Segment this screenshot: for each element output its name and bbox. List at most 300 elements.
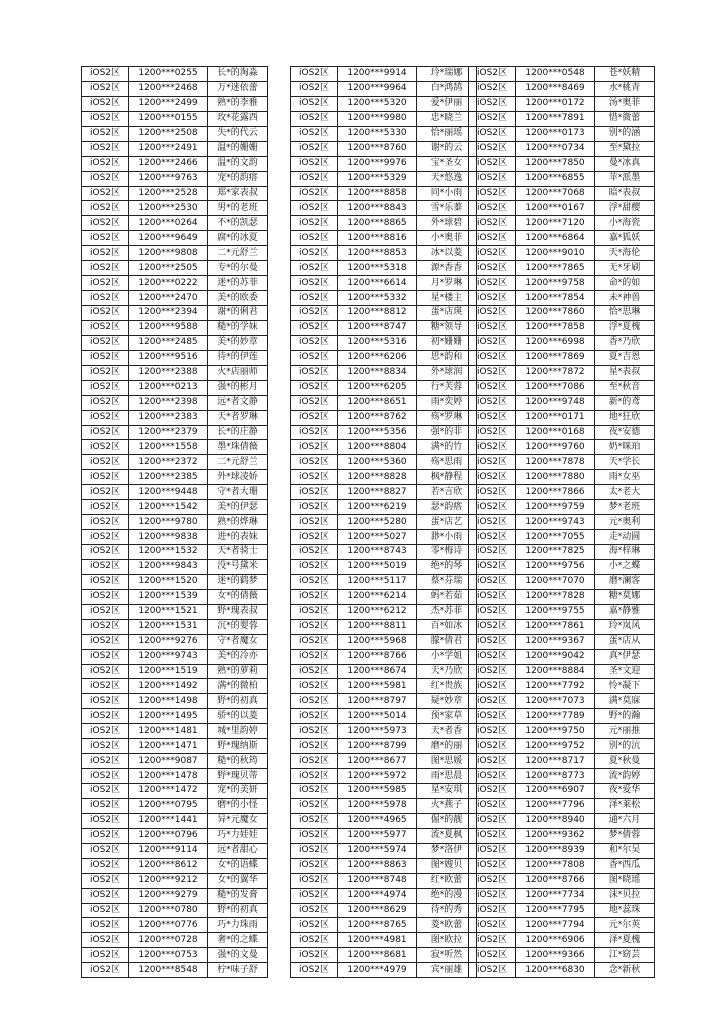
account-id-cell: 1200***7794 <box>516 918 595 933</box>
account-id-cell: 1200***9750 <box>516 724 595 739</box>
account-id-cell: 1200***1471 <box>129 739 208 754</box>
account-id-cell: 1200***1481 <box>129 724 208 739</box>
nickname-cell: 糙*的秋筠 <box>208 754 268 769</box>
nickname-cell: 谢*的俐君 <box>208 306 268 321</box>
server-cell: iOS2区 <box>469 724 516 739</box>
nickname-cell: 巧*力娃娃 <box>208 828 268 843</box>
nickname-cell: 嘉*静雅 <box>595 604 655 619</box>
table-row <box>469 709 655 724</box>
server-cell: iOS2区 <box>82 126 129 141</box>
server-cell: iOS2区 <box>82 276 129 291</box>
account-id-cell: 1200***4974 <box>338 888 417 903</box>
nickname-cell: 太*老大 <box>595 485 655 500</box>
nickname-cell: 野*瑰表叔 <box>208 604 268 619</box>
account-id-cell: 1200***5356 <box>338 425 417 440</box>
table-row <box>291 918 477 933</box>
nickname-cell: 和*尔吴 <box>595 843 655 858</box>
nickname-cell: 瑟*韵瘩 <box>417 500 477 515</box>
table-row <box>469 515 655 530</box>
nickname-cell: 奢*的之蝶 <box>208 933 268 948</box>
table-row <box>291 156 477 171</box>
server-cell: iOS2区 <box>291 350 338 365</box>
nickname-cell: 汤*奥菲 <box>595 96 655 111</box>
server-cell: iOS2区 <box>82 798 129 813</box>
account-id-cell: 1200***9743 <box>516 515 595 530</box>
nickname-cell: 图*欧拉 <box>417 933 477 948</box>
nickname-cell: 糙*的发膏 <box>208 888 268 903</box>
table-row <box>469 918 655 933</box>
table-row <box>82 828 268 843</box>
account-id-cell: 1200***5973 <box>338 724 417 739</box>
account-id-cell: 1200***1521 <box>129 604 208 619</box>
account-id-cell: 1200***8834 <box>338 365 417 380</box>
table-row <box>82 291 268 306</box>
account-id-cell: 1200***9362 <box>516 828 595 843</box>
nickname-cell: 寂*听然 <box>417 948 477 963</box>
table-row <box>469 754 655 769</box>
table-row <box>82 380 268 395</box>
table-row <box>82 679 268 694</box>
account-id-cell: 1200***1478 <box>129 769 208 784</box>
table-row <box>82 201 268 216</box>
account-id-cell: 1200***2508 <box>129 126 208 141</box>
server-cell: iOS2区 <box>291 380 338 395</box>
table-row <box>291 216 477 231</box>
nickname-cell: 美*的伊瑟 <box>208 500 268 515</box>
server-cell: iOS2区 <box>469 380 516 395</box>
account-id-cell: 1200***8858 <box>338 186 417 201</box>
account-id-cell: 1200***0155 <box>129 111 208 126</box>
nickname-cell: 野*的初真 <box>208 694 268 709</box>
table-row <box>291 186 477 201</box>
table-row <box>469 141 655 156</box>
table-row <box>82 709 268 724</box>
server-cell: iOS2区 <box>291 440 338 455</box>
server-cell: iOS2区 <box>82 619 129 634</box>
table-row <box>469 903 655 918</box>
table-row <box>469 231 655 246</box>
nickname-cell: 图*嫂贝 <box>417 858 477 873</box>
table-row <box>469 246 655 261</box>
table-row <box>82 888 268 903</box>
account-id-cell: 1200***9010 <box>516 246 595 261</box>
nickname-cell: 图*思媛 <box>417 754 477 769</box>
server-cell: iOS2区 <box>82 754 129 769</box>
server-cell: iOS2区 <box>291 96 338 111</box>
server-cell: iOS2区 <box>291 126 338 141</box>
server-cell: iOS2区 <box>469 888 516 903</box>
account-id-cell: 1200***5977 <box>338 828 417 843</box>
server-cell: iOS2区 <box>469 574 516 589</box>
account-id-cell: 1200***6214 <box>338 589 417 604</box>
account-id-cell: 1200***5027 <box>338 530 417 545</box>
server-cell: iOS2区 <box>82 903 129 918</box>
nickname-cell: 强*的文曼 <box>208 948 268 963</box>
server-cell: iOS2区 <box>291 291 338 306</box>
table-row <box>82 604 268 619</box>
account-id-cell: 1200***9760 <box>516 440 595 455</box>
server-cell: iOS2区 <box>82 963 129 978</box>
table-row <box>82 425 268 440</box>
nickname-cell: 迷*的鹤梦 <box>208 574 268 589</box>
server-cell: iOS2区 <box>291 888 338 903</box>
server-cell: iOS2区 <box>82 320 129 335</box>
table-row <box>469 306 655 321</box>
server-cell: iOS2区 <box>291 231 338 246</box>
account-id-cell: 1200***8469 <box>516 81 595 96</box>
account-id-cell: 1200***9838 <box>129 530 208 545</box>
table-row <box>291 963 477 978</box>
table-row <box>291 171 477 186</box>
nickname-cell: 远*者文静 <box>208 395 268 410</box>
table-row <box>291 769 477 784</box>
server-cell: iOS2区 <box>82 470 129 485</box>
server-cell: iOS2区 <box>82 67 129 82</box>
table-row <box>82 171 268 186</box>
account-id-cell: 1200***7073 <box>516 694 595 709</box>
account-id-cell: 1200***8811 <box>338 619 417 634</box>
account-id-cell: 1200***7872 <box>516 365 595 380</box>
account-id-cell: 1200***4979 <box>338 963 417 978</box>
table-row <box>291 96 477 111</box>
server-cell: iOS2区 <box>291 246 338 261</box>
nickname-cell: 异*元魔女 <box>208 813 268 828</box>
table-row <box>82 933 268 948</box>
server-cell: iOS2区 <box>82 709 129 724</box>
account-id-cell: 1200***5974 <box>338 843 417 858</box>
table-row <box>469 261 655 276</box>
nickname-cell: 火*燕子 <box>417 798 477 813</box>
roster-table-3 <box>468 66 655 978</box>
nickname-cell: 待*的秀 <box>417 903 477 918</box>
account-id-cell: 1200***8939 <box>516 843 595 858</box>
server-cell: iOS2区 <box>82 828 129 843</box>
table-row <box>291 649 477 664</box>
nickname-cell: 雨*女巫 <box>595 470 655 485</box>
table-row <box>82 470 268 485</box>
table-row <box>82 754 268 769</box>
server-cell: iOS2区 <box>82 186 129 201</box>
server-cell: iOS2区 <box>469 948 516 963</box>
server-cell: iOS2区 <box>469 589 516 604</box>
nickname-cell: 外*球凌娇 <box>208 470 268 485</box>
table-row <box>291 559 477 574</box>
server-cell: iOS2区 <box>291 201 338 216</box>
server-cell: iOS2区 <box>82 559 129 574</box>
table-row <box>291 739 477 754</box>
nickname-cell: 地*狂欣 <box>595 410 655 425</box>
account-id-cell: 1200***2383 <box>129 410 208 425</box>
table-row <box>82 619 268 634</box>
nickname-cell: 走*动圆 <box>595 530 655 545</box>
nickname-cell: 夏*吉恩 <box>595 350 655 365</box>
account-id-cell: 1200***8681 <box>338 948 417 963</box>
server-cell: iOS2区 <box>82 485 129 500</box>
account-id-cell: 1200***7796 <box>516 798 595 813</box>
server-cell: iOS2区 <box>291 963 338 978</box>
table-row <box>291 664 477 679</box>
nickname-cell: 温*的文韵 <box>208 156 268 171</box>
nickname-cell: 冰*以菱 <box>417 246 477 261</box>
account-id-cell: 1200***2379 <box>129 425 208 440</box>
server-cell: iOS2区 <box>82 500 129 515</box>
table-row <box>82 395 268 410</box>
server-cell: iOS2区 <box>291 679 338 694</box>
table-row <box>291 261 477 276</box>
nickname-cell: 强*的非 <box>417 425 477 440</box>
account-id-cell: 1200***8827 <box>338 485 417 500</box>
server-cell: iOS2区 <box>469 649 516 664</box>
server-cell: iOS2区 <box>469 246 516 261</box>
account-id-cell: 1200***7850 <box>516 156 595 171</box>
table-row <box>469 634 655 649</box>
server-cell: iOS2区 <box>82 739 129 754</box>
account-id-cell: 1200***0780 <box>129 903 208 918</box>
table-row <box>469 873 655 888</box>
account-id-cell: 1200***5968 <box>338 634 417 649</box>
server-cell: iOS2区 <box>82 933 129 948</box>
server-cell: iOS2区 <box>291 186 338 201</box>
server-cell: iOS2区 <box>291 873 338 888</box>
nickname-cell: 元*奥利 <box>595 515 655 530</box>
table-row <box>469 545 655 560</box>
account-id-cell: 1200***0728 <box>129 933 208 948</box>
nickname-cell: 恰*丽瑶 <box>417 126 477 141</box>
account-id-cell: 1200***9212 <box>129 873 208 888</box>
nickname-cell: 爱*伊丽 <box>417 96 477 111</box>
server-cell: iOS2区 <box>469 843 516 858</box>
account-id-cell: 1200***2385 <box>129 470 208 485</box>
table-row <box>291 425 477 440</box>
account-id-cell: 1200***2470 <box>129 291 208 306</box>
account-id-cell: 1200***7858 <box>516 320 595 335</box>
table-row <box>469 500 655 515</box>
server-cell: iOS2区 <box>82 365 129 380</box>
account-id-cell: 1200***8804 <box>338 440 417 455</box>
account-id-cell: 1200***9649 <box>129 231 208 246</box>
table-row <box>82 798 268 813</box>
table-row <box>82 141 268 156</box>
nickname-cell: 男*的老班 <box>208 201 268 216</box>
account-id-cell: 1200***9516 <box>129 350 208 365</box>
server-cell: iOS2区 <box>469 365 516 380</box>
table-row <box>291 380 477 395</box>
nickname-cell: 玫*花露西 <box>208 111 268 126</box>
server-cell: iOS2区 <box>291 769 338 784</box>
account-id-cell: 1200***5019 <box>338 559 417 574</box>
table-row <box>469 126 655 141</box>
table-row <box>82 276 268 291</box>
table-row <box>291 888 477 903</box>
table-row <box>469 291 655 306</box>
account-id-cell: 1200***8865 <box>338 216 417 231</box>
server-cell: iOS2区 <box>82 545 129 560</box>
nickname-cell: 女*的语蝶 <box>208 858 268 873</box>
nickname-cell: 惜*微蕾 <box>595 111 655 126</box>
nickname-cell: 通*六月 <box>595 813 655 828</box>
nickname-cell: 泽*夏槐 <box>595 933 655 948</box>
server-cell: iOS2区 <box>291 261 338 276</box>
account-id-cell: 1200***9755 <box>516 604 595 619</box>
nickname-cell: 长*的庄静 <box>208 425 268 440</box>
account-id-cell: 1200***8940 <box>516 813 595 828</box>
table-row <box>469 216 655 231</box>
account-id-cell: 1200***6906 <box>516 933 595 948</box>
table-row <box>291 798 477 813</box>
account-id-cell: 1200***6864 <box>516 231 595 246</box>
server-cell: iOS2区 <box>291 141 338 156</box>
nickname-cell: 同*小雨 <box>417 186 477 201</box>
table-row <box>291 724 477 739</box>
table-row <box>291 395 477 410</box>
account-id-cell: 1200***1498 <box>129 694 208 709</box>
account-id-cell: 1200***0776 <box>129 918 208 933</box>
account-id-cell: 1200***7086 <box>516 380 595 395</box>
table-row <box>291 231 477 246</box>
table-row <box>291 903 477 918</box>
account-id-cell: 1200***9808 <box>129 246 208 261</box>
server-cell: iOS2区 <box>291 574 338 589</box>
server-cell: iOS2区 <box>469 963 516 978</box>
server-cell: iOS2区 <box>469 440 516 455</box>
table-row <box>82 365 268 380</box>
nickname-cell: 巧*力珠雨 <box>208 918 268 933</box>
nickname-cell: 女*的翼华 <box>208 873 268 888</box>
nickname-cell: 绝*的琴 <box>417 559 477 574</box>
server-cell: iOS2区 <box>82 141 129 156</box>
account-id-cell: 1200***5360 <box>338 455 417 470</box>
server-cell: iOS2区 <box>469 784 516 799</box>
nickname-cell: 无*牙刷 <box>595 261 655 276</box>
table-row <box>469 96 655 111</box>
account-id-cell: 1200***5332 <box>338 291 417 306</box>
nickname-cell: 宠*的韵瘩 <box>208 171 268 186</box>
server-cell: iOS2区 <box>82 440 129 455</box>
nickname-cell: 玲*岚风 <box>595 619 655 634</box>
account-id-cell: 1200***8884 <box>516 664 595 679</box>
account-id-cell: 1200***5329 <box>338 171 417 186</box>
server-cell: iOS2区 <box>82 455 129 470</box>
server-cell: iOS2区 <box>469 410 516 425</box>
account-id-cell: 1200***1492 <box>129 679 208 694</box>
server-cell: iOS2区 <box>469 813 516 828</box>
server-cell: iOS2区 <box>82 515 129 530</box>
nickname-cell: 红*欧蕾 <box>417 873 477 888</box>
nickname-cell: 熟*的李雅 <box>208 96 268 111</box>
server-cell: iOS2区 <box>469 96 516 111</box>
account-id-cell: 1200***7120 <box>516 216 595 231</box>
server-cell: iOS2区 <box>469 873 516 888</box>
server-cell: iOS2区 <box>469 918 516 933</box>
server-cell: iOS2区 <box>291 948 338 963</box>
table-row <box>291 619 477 634</box>
server-cell: iOS2区 <box>469 619 516 634</box>
server-cell: iOS2区 <box>291 918 338 933</box>
server-cell: iOS2区 <box>469 261 516 276</box>
server-cell: iOS2区 <box>291 784 338 799</box>
nickname-cell: 野*瑰贝蒂 <box>208 769 268 784</box>
table-row <box>469 485 655 500</box>
account-id-cell: 1200***7070 <box>516 574 595 589</box>
server-cell: iOS2区 <box>82 171 129 186</box>
nickname-cell: 流*夏枫 <box>417 828 477 843</box>
account-id-cell: 1200***8766 <box>338 649 417 664</box>
server-cell: iOS2区 <box>82 530 129 545</box>
table-row <box>291 410 477 425</box>
account-id-cell: 1200***2372 <box>129 455 208 470</box>
table-row <box>82 589 268 604</box>
table-row <box>291 754 477 769</box>
account-id-cell: 1200***7891 <box>516 111 595 126</box>
account-id-cell: 1200***6212 <box>338 604 417 619</box>
server-cell: iOS2区 <box>82 111 129 126</box>
server-cell: iOS2区 <box>469 769 516 784</box>
server-cell: iOS2区 <box>291 664 338 679</box>
account-id-cell: 1200***5320 <box>338 96 417 111</box>
table-row <box>82 126 268 141</box>
server-cell: iOS2区 <box>291 216 338 231</box>
table-row <box>469 380 655 395</box>
table-row <box>469 664 655 679</box>
account-id-cell: 1200***6830 <box>516 963 595 978</box>
table-row <box>291 679 477 694</box>
account-id-cell: 1200***9588 <box>129 320 208 335</box>
table-row <box>469 201 655 216</box>
table-row <box>82 664 268 679</box>
nickname-cell: 别*的涵 <box>595 126 655 141</box>
account-id-cell: 1200***4981 <box>338 933 417 948</box>
nickname-cell: 梦*老班 <box>595 500 655 515</box>
nickname-cell: 至*秋音 <box>595 380 655 395</box>
server-cell: iOS2区 <box>469 858 516 873</box>
nickname-cell: 暗*表叔 <box>595 186 655 201</box>
nickname-cell: 外*球碧 <box>417 216 477 231</box>
account-id-cell: 1200***5316 <box>338 335 417 350</box>
nickname-cell: 浮*夏槐 <box>595 320 655 335</box>
account-id-cell: 1200***6998 <box>516 335 595 350</box>
account-id-cell: 1200***9758 <box>516 276 595 291</box>
table-row <box>82 769 268 784</box>
server-cell: iOS2区 <box>291 276 338 291</box>
table-row <box>469 813 655 828</box>
nickname-cell: 怜*凝下 <box>595 679 655 694</box>
account-id-cell: 1200***6206 <box>338 350 417 365</box>
table-row <box>469 395 655 410</box>
nickname-cell: 守*者魔女 <box>208 634 268 649</box>
server-cell: iOS2区 <box>291 694 338 709</box>
server-cell: iOS2区 <box>469 828 516 843</box>
nickname-cell: 长*的淘淼 <box>208 67 268 82</box>
table-row <box>82 156 268 171</box>
nickname-cell: 天*者罗琳 <box>208 410 268 425</box>
nickname-cell: 真*伊瑟 <box>595 649 655 664</box>
nickname-cell: 恰*思琳 <box>595 306 655 321</box>
nickname-cell: 强*的彬月 <box>208 380 268 395</box>
account-id-cell: 1200***1531 <box>129 619 208 634</box>
server-cell: iOS2区 <box>291 559 338 574</box>
nickname-cell: 野*的初真 <box>208 903 268 918</box>
table-row <box>82 634 268 649</box>
table-row <box>291 933 477 948</box>
table-row <box>469 948 655 963</box>
server-cell: iOS2区 <box>469 515 516 530</box>
nickname-cell: 预*家草 <box>417 709 477 724</box>
nickname-cell: 图*晓瑶 <box>595 873 655 888</box>
server-cell: iOS2区 <box>291 530 338 545</box>
account-id-cell: 1200***8548 <box>129 963 208 978</box>
server-cell: iOS2区 <box>291 798 338 813</box>
roster-table-1 <box>81 66 268 978</box>
